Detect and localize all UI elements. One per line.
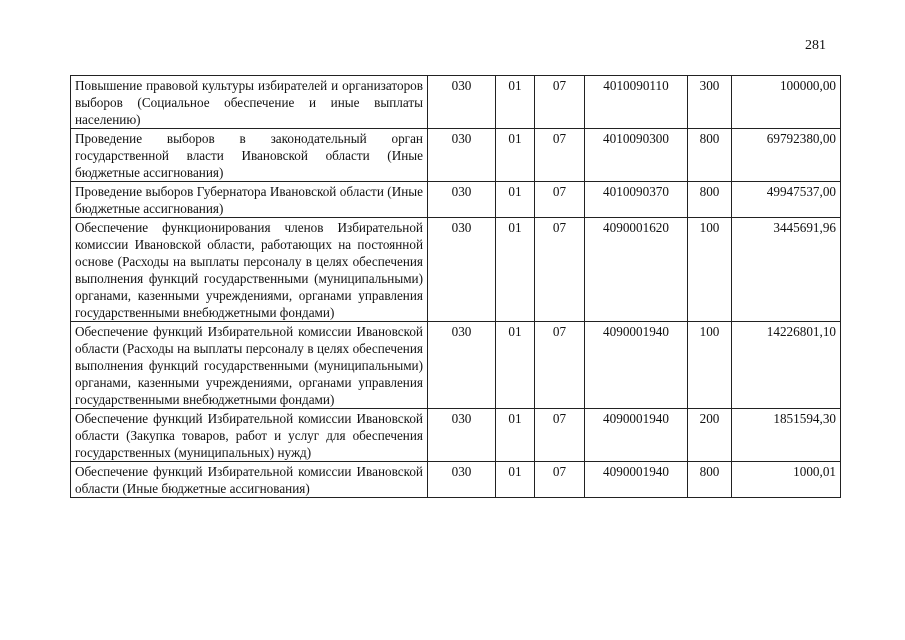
row-description: Повышение правовой культуры избирателей и организаторов выборов (Социальное обеспечение и иные выплаты населению) bbox=[71, 76, 428, 129]
section-code: 01 bbox=[496, 322, 535, 409]
table-row bbox=[71, 76, 841, 129]
ministry-code: 030 bbox=[428, 462, 496, 498]
target-article-code: 4010090300 bbox=[585, 129, 688, 182]
row-description: Обеспечение функционирования членов Избирательной комиссии Ивановской области, работающих на постоянной основе (Расходы на выплаты персоналу в целях обеспечения выполнения функций государственными (муниципальными) органами, казенными учреждениями, органами управления государственными внебюджетными фондами) bbox=[71, 218, 428, 322]
ministry-code: 030 bbox=[428, 76, 496, 129]
expense-type-code: 200 bbox=[688, 409, 732, 462]
expense-type-code: 300 bbox=[688, 76, 732, 129]
table-row bbox=[71, 322, 841, 409]
subsection-code: 07 bbox=[535, 462, 585, 498]
target-article-code: 4090001940 bbox=[585, 409, 688, 462]
ministry-code: 030 bbox=[428, 322, 496, 409]
target-article-code: 4090001620 bbox=[585, 218, 688, 322]
ministry-code: 030 bbox=[428, 218, 496, 322]
section-code: 01 bbox=[496, 76, 535, 129]
target-article-code: 4090001940 bbox=[585, 462, 688, 498]
amount: 69792380,00 bbox=[732, 129, 841, 182]
table-row bbox=[71, 462, 841, 498]
row-description: Проведение выборов Губернатора Ивановской области (Иные бюджетные ассигнования) bbox=[71, 182, 428, 218]
row-description: Проведение выборов в законодательный орган государственной власти Ивановской области (Иные бюджетные ассигнования) bbox=[71, 129, 428, 182]
section-code: 01 bbox=[496, 409, 535, 462]
target-article-code: 4010090110 bbox=[585, 76, 688, 129]
amount: 1851594,30 bbox=[732, 409, 841, 462]
amount: 49947537,00 bbox=[732, 182, 841, 218]
section-code: 01 bbox=[496, 462, 535, 498]
budget-table bbox=[70, 75, 841, 498]
table-row bbox=[71, 409, 841, 462]
table-row bbox=[71, 218, 841, 322]
subsection-code: 07 bbox=[535, 129, 585, 182]
section-code: 01 bbox=[496, 218, 535, 322]
expense-type-code: 800 bbox=[688, 462, 732, 498]
page-number: 281 bbox=[805, 38, 826, 53]
target-article-code: 4090001940 bbox=[585, 322, 688, 409]
target-article-code: 4010090370 bbox=[585, 182, 688, 218]
expense-type-code: 100 bbox=[688, 218, 732, 322]
row-description: Обеспечение функций Избирательной комиссии Ивановской области (Закупка товаров, работ и услуг для обеспечения государственных (муниципальных) нужд) bbox=[71, 409, 428, 462]
expense-type-code: 100 bbox=[688, 322, 732, 409]
expense-type-code: 800 bbox=[688, 129, 732, 182]
subsection-code: 07 bbox=[535, 409, 585, 462]
expense-type-code: 800 bbox=[688, 182, 732, 218]
ministry-code: 030 bbox=[428, 409, 496, 462]
row-description: Обеспечение функций Избирательной комиссии Ивановской области (Расходы на выплаты персоналу в целях обеспечения выполнения функций государственными (муниципальными) органами, казенными учреждениями, органами управления государственными внебюджетными фондами) bbox=[71, 322, 428, 409]
amount: 14226801,10 bbox=[732, 322, 841, 409]
subsection-code: 07 bbox=[535, 76, 585, 129]
amount: 3445691,96 bbox=[732, 218, 841, 322]
amount: 1000,01 bbox=[732, 462, 841, 498]
subsection-code: 07 bbox=[535, 182, 585, 218]
section-code: 01 bbox=[496, 129, 535, 182]
table-row bbox=[71, 129, 841, 182]
ministry-code: 030 bbox=[428, 129, 496, 182]
section-code: 01 bbox=[496, 182, 535, 218]
ministry-code: 030 bbox=[428, 182, 496, 218]
amount: 100000,00 bbox=[732, 76, 841, 129]
table-row bbox=[71, 182, 841, 218]
subsection-code: 07 bbox=[535, 218, 585, 322]
subsection-code: 07 bbox=[535, 322, 585, 409]
row-description: Обеспечение функций Избирательной комиссии Ивановской области (Иные бюджетные ассигнования) bbox=[71, 462, 428, 498]
